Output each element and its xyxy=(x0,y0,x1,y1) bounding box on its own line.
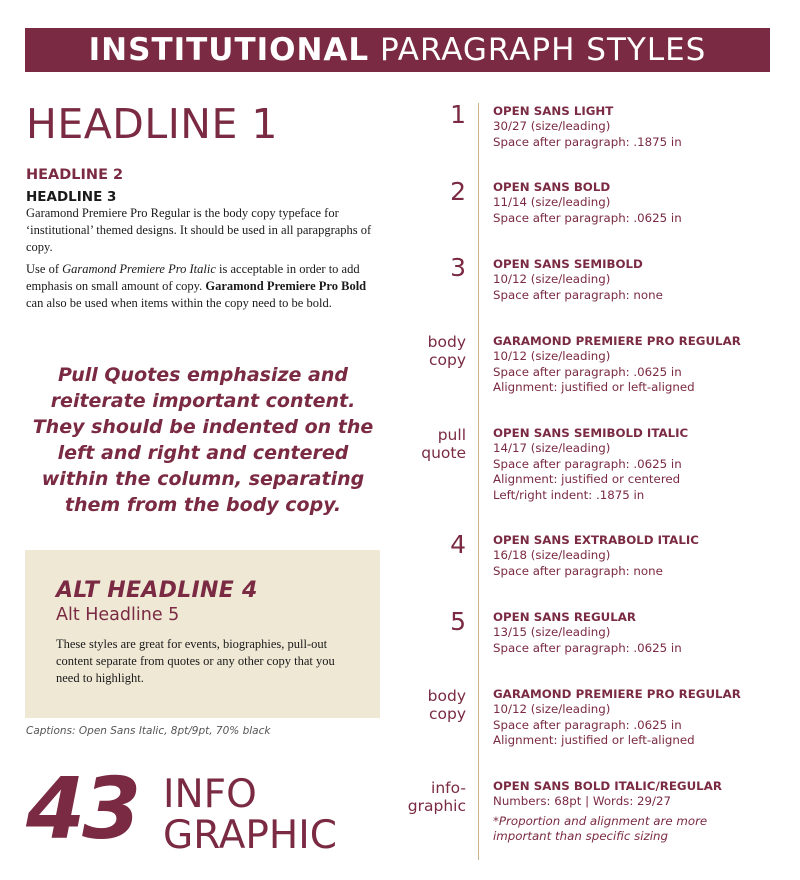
spec-label-4 xyxy=(450,530,466,560)
spec-line: 13/15 (size/leading) xyxy=(493,625,611,640)
spec-label-body-copy-2 xyxy=(428,687,466,723)
spec-style-name: OPEN SANS SEMIBOLD xyxy=(493,257,643,271)
pull-quote-sample: Pull Quotes emphasize and reiterate important content. They should be indented on the left and right and centered within the column, separating them from the body copy. xyxy=(32,364,374,516)
body2-italic: Garamond Premiere Pro Italic xyxy=(62,262,216,276)
spec-label-line: 1 xyxy=(450,100,466,129)
spec-label-line: body xyxy=(427,333,466,351)
spec-block-3 xyxy=(493,257,793,303)
headline-2-sample: HEADLINE 2 xyxy=(26,167,124,183)
spec-line: 11/14 (size/leading) xyxy=(493,195,611,210)
spec-style-name: OPEN SANS EXTRABOLD ITALIC xyxy=(493,533,699,547)
spec-line: 10/12 (size/leading) xyxy=(493,702,611,717)
spec-label-pull-quote xyxy=(421,426,466,462)
spec-label-line: 3 xyxy=(450,253,466,282)
spec-line: Alignment: justified or centered xyxy=(493,472,681,487)
headline-3-sample: HEADLINE 3 xyxy=(26,189,117,205)
spec-line: Space after paragraph: none xyxy=(493,563,663,578)
body2-bold: Garamond Premiere Pro Bold xyxy=(205,279,367,293)
spec-block-1 xyxy=(493,104,793,150)
alt-headline-box xyxy=(25,550,380,718)
infographic-sample xyxy=(26,760,386,860)
spec-label-line: body xyxy=(427,687,466,705)
spec-line: Space after paragraph: .0625 in xyxy=(493,456,682,471)
spec-note: *Proportion and alignment are more xyxy=(493,813,708,828)
spec-label-line: 5 xyxy=(450,607,466,636)
spec-block-pull-quote xyxy=(493,426,793,503)
spec-block-body-copy xyxy=(493,334,793,396)
spec-label-line: info- xyxy=(431,779,466,797)
spec-line: Space after paragraph: none xyxy=(493,287,663,302)
spec-label-3 xyxy=(450,253,466,283)
spec-style-name: OPEN SANS BOLD xyxy=(493,180,611,194)
spec-line: Space after paragraph: .0625 in xyxy=(493,364,682,379)
spec-block-infographic xyxy=(493,779,793,845)
sample-column xyxy=(26,96,380,317)
spec-style-name: GARAMOND PREMIERE PRO REGULAR xyxy=(493,687,741,701)
body-copy-paragraph-1: Garamond Premiere Pro Regular is the body copy typeface for ‘institutional’ themed designs. It should be used in all parapgraphs of copy. xyxy=(26,206,372,254)
spec-label-1 xyxy=(450,100,466,130)
spec-label-infographic xyxy=(408,779,466,815)
body-copy-paragraph-2 xyxy=(26,261,380,312)
caption-sample: Captions: Open Sans Italic, 8pt/9pt, 70% black xyxy=(26,725,271,737)
column-divider xyxy=(478,103,479,860)
spec-label-5 xyxy=(450,607,466,637)
spec-line: Numbers: 68pt | Words: 29/27 xyxy=(493,794,672,809)
spec-line: 10/12 (size/leading) xyxy=(493,349,611,364)
page-title-banner xyxy=(25,28,770,72)
spec-label-line: pull xyxy=(437,426,466,444)
alt-box-body: These styles are great for events, biographies, pull-out content separate from quotes or any other copy that you need to highlight. xyxy=(56,637,335,685)
spec-label-line: copy xyxy=(428,705,466,723)
spec-block-5 xyxy=(493,610,793,656)
spec-block-4 xyxy=(493,533,793,579)
spec-line: 16/18 (size/leading) xyxy=(493,548,611,563)
headline-1-sample: HEADLINE 1 xyxy=(26,100,278,148)
spec-style-name: OPEN SANS SEMIBOLD ITALIC xyxy=(493,426,689,440)
body2-post: can also be used when items within the copy need to be bold. xyxy=(26,296,332,310)
spec-label-body-copy xyxy=(428,333,466,369)
spec-line: 10/12 (size/leading) xyxy=(493,272,611,287)
spec-block-body-copy-2 xyxy=(493,687,793,749)
spec-label-line: 4 xyxy=(450,530,466,559)
banner-regular-text: PARAGRAPH STYLES xyxy=(380,32,707,68)
spec-line: 30/27 (size/leading) xyxy=(493,119,611,134)
spec-line: Space after paragraph: .1875 in xyxy=(493,134,682,149)
spec-block-2 xyxy=(493,180,793,226)
spec-label-line: 2 xyxy=(450,177,466,206)
spec-style-name: GARAMOND PREMIERE PRO REGULAR xyxy=(493,334,741,348)
spec-label-line: graphic xyxy=(407,797,466,815)
alt-headline-5: Alt Headline 5 xyxy=(56,605,180,625)
spec-note: important than specific sizing xyxy=(493,829,668,844)
body2-mid: is acceptable in order to add emphasis on small amount of copy. xyxy=(26,262,360,293)
spec-line: Alignment: justified or left-aligned xyxy=(493,380,695,395)
infographic-word-2: GRAPHIC xyxy=(163,813,337,858)
spec-line: Space after paragraph: .0625 in xyxy=(493,640,682,655)
spec-style-name: OPEN SANS REGULAR xyxy=(493,610,636,624)
spec-style-name: OPEN SANS BOLD ITALIC/REGULAR xyxy=(493,779,722,793)
spec-label-line: quote xyxy=(421,444,466,462)
spec-line: Space after paragraph: .0625 in xyxy=(493,717,682,732)
alt-headline-4: ALT HEADLINE 4 xyxy=(56,578,258,603)
spec-style-name: OPEN SANS LIGHT xyxy=(493,104,614,118)
infographic-number: 43 xyxy=(26,760,139,859)
spec-label-line: copy xyxy=(428,351,466,369)
infographic-word-1: INFO xyxy=(163,772,257,817)
body2-pre: Use of xyxy=(26,262,63,276)
spec-line: Left/right indent: .1875 in xyxy=(493,487,645,502)
spec-label-2 xyxy=(450,177,466,207)
banner-bold-text: INSTITUTIONAL xyxy=(88,32,370,68)
spec-line: 14/17 (size/leading) xyxy=(493,441,611,456)
spec-line: Alignment: justified or left-aligned xyxy=(493,733,695,748)
spec-line: Space after paragraph: .0625 in xyxy=(493,210,682,225)
